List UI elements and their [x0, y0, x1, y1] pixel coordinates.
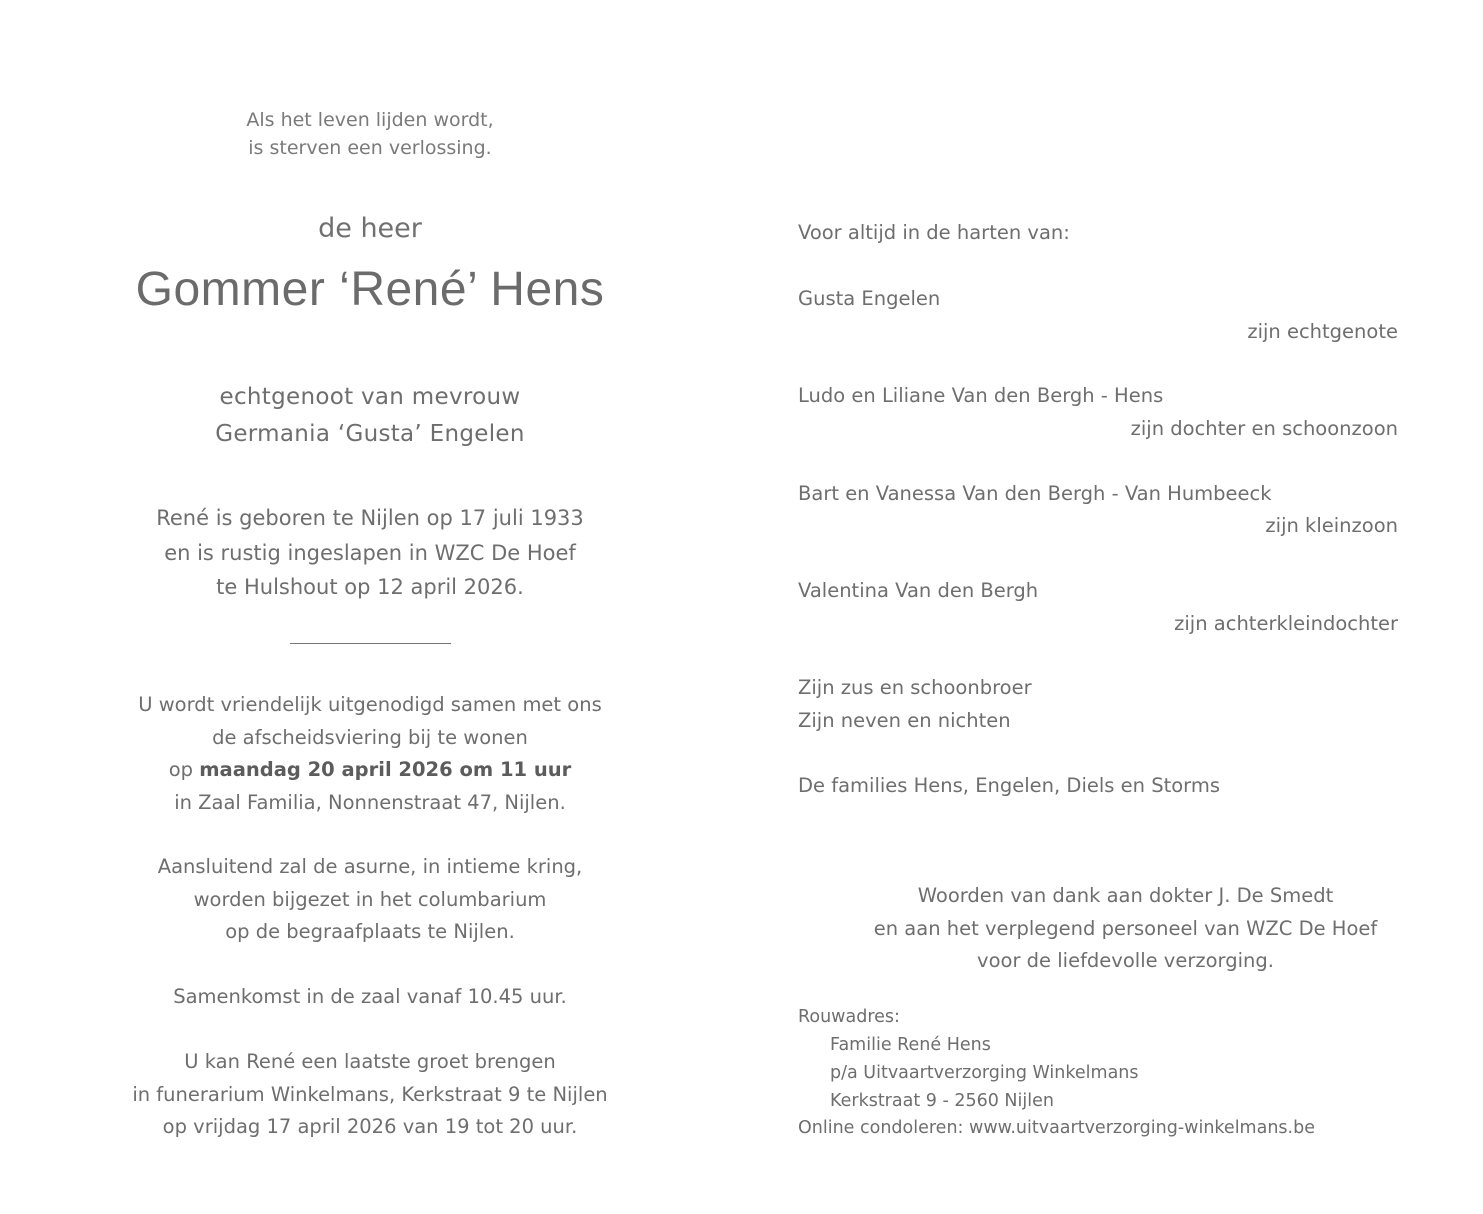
visitation-info — [70, 1046, 670, 1144]
deceased-name: Gommer ‘René’ Hens — [135, 263, 605, 316]
burial-line: worden bijgezet in het columbarium — [193, 887, 547, 911]
burial-line: op de begraafplaats te Nijlen. — [225, 920, 515, 943]
family-member-relation: zijn dochter en schoonzoon — [1130, 417, 1398, 440]
motto-line: is sterven een verlossing. — [248, 137, 492, 159]
family-member-relation: zijn echtgenote — [1247, 320, 1398, 343]
gathering-line: Samenkomst in de zaal vanaf 10.45 uur. — [173, 985, 567, 1008]
birth-line: en is rustig ingeslapen in WZC De Hoef — [164, 540, 576, 565]
birth-line: René is geboren te Nijlen op 17 juli 1933 — [156, 506, 584, 530]
invitation-line: U wordt vriendelijk uitgenodigd samen met ons — [138, 693, 602, 716]
divider-line — [290, 643, 451, 644]
online-condolence-link[interactable]: Online condoleren: www.uitvaartverzorging-winkelmans.be — [798, 1118, 1315, 1138]
family-member-name: Bart en Vanessa Van den Bergh - Van Humbeeck — [798, 482, 1272, 505]
family-member-name: Ludo en Liliane Van den Bergh - Hens — [798, 384, 1164, 407]
invitation-line: de afscheidsviering bij te wonen — [212, 725, 528, 749]
invitation-line: in Zaal Familia, Nonnenstraat 47, Nijlen. — [174, 790, 566, 814]
other-relatives: Zijn zus en schoonbroer — [798, 676, 1032, 699]
address-label: Rouwadres: — [798, 1007, 900, 1027]
address-line: Familie René Hens — [830, 1035, 991, 1055]
spouse-info — [70, 379, 670, 453]
birth-line: te Hulshout op 12 april 2026. — [216, 575, 524, 599]
motto — [70, 106, 670, 162]
family-member-relation: zijn achterkleindochter — [1174, 612, 1398, 635]
family-member-name: Gusta Engelen — [798, 287, 941, 310]
thanks-note — [798, 880, 1453, 978]
other-relatives: Zijn neven en nichten — [798, 709, 1011, 732]
burial-line: Aansluitend zal de asurne, in intieme kring, — [157, 855, 583, 878]
birth-death-info — [70, 501, 670, 605]
mourners-intro: Voor altijd in de harten van: — [798, 221, 1070, 244]
invitation — [70, 689, 670, 819]
thanks-line: en aan het verplegend personeel van WZC De Hoef — [873, 916, 1378, 940]
visitation-line: U kan René een laatste groet brengen — [184, 1050, 556, 1073]
ceremony-datetime: maandag 20 april 2026 om 11 uur — [199, 758, 572, 781]
invitation-date-line — [70, 754, 670, 787]
spouse-line: echtgenoot van mevrouw — [219, 384, 521, 410]
motto-line: Als het leven lijden wordt, — [246, 109, 494, 131]
thanks-line: Woorden van dank aan dokter J. De Smedt — [917, 884, 1334, 907]
gathering-info — [70, 981, 670, 1014]
spouse-line: Germania ‘Gusta’ Engelen — [215, 421, 525, 447]
visitation-line: op vrijdag 17 april 2026 van 19 tot 20 uur. — [162, 1115, 578, 1138]
thanks-line: voor de liefdevolle verzorging. — [977, 949, 1274, 972]
address-line: p/a Uitvaartverzorging Winkelmans — [830, 1063, 1139, 1083]
burial-info — [70, 851, 670, 949]
address-line: Kerkstraat 9 - 2560 Nijlen — [830, 1091, 1054, 1111]
family-member-name: Valentina Van den Bergh — [798, 579, 1039, 602]
families-line: De families Hens, Engelen, Diels en Storms — [798, 774, 1220, 797]
family-member-relation: zijn kleinzoon — [1265, 514, 1398, 537]
honorific: de heer — [318, 213, 422, 244]
invitation-date-prefix: op — [168, 758, 200, 781]
visitation-line: in funerarium Winkelmans, Kerkstraat 9 te Nijlen — [132, 1082, 608, 1106]
